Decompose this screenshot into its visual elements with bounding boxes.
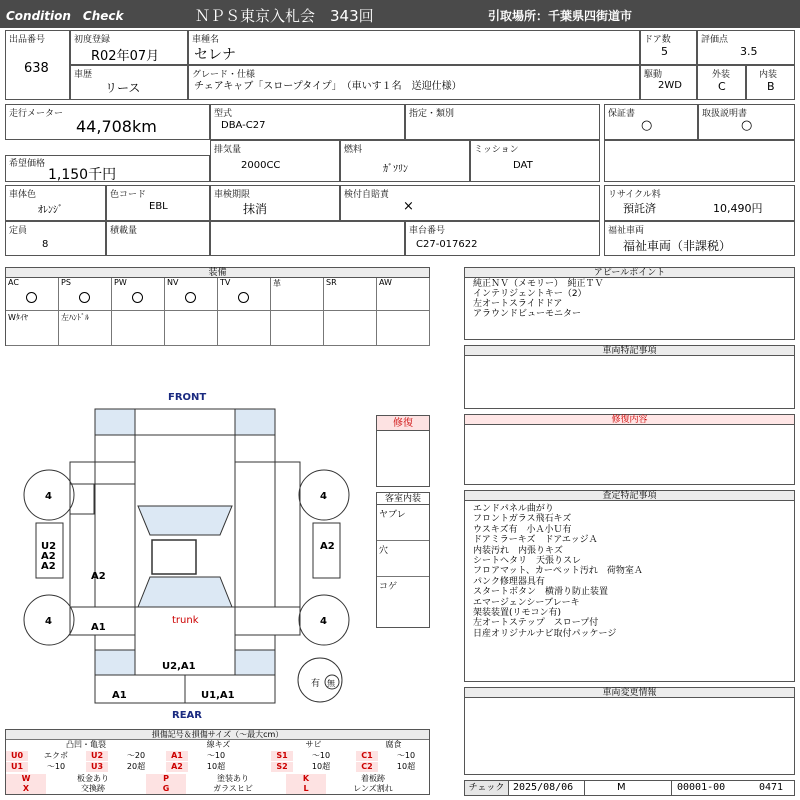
int-label: 内装 bbox=[759, 70, 778, 80]
inspection-expiry-cell bbox=[210, 185, 340, 221]
spare-mark: 無 bbox=[327, 679, 335, 688]
grade-label: グレード・仕様 bbox=[192, 70, 256, 80]
manual-label: 取扱説明書 bbox=[702, 109, 748, 119]
inspection-line: フロアマット、カーペット汚れ 荷物室Ａ bbox=[473, 566, 643, 577]
car-diagram bbox=[0, 380, 440, 725]
equipment-mark-icon bbox=[132, 292, 143, 303]
lot-number-cell bbox=[5, 30, 70, 100]
warranty-cell bbox=[604, 104, 698, 140]
id-number-1: 00001-00 bbox=[677, 782, 726, 793]
mission: DAT bbox=[513, 160, 533, 171]
price-cell bbox=[5, 155, 210, 182]
inspection-notes-list bbox=[465, 501, 794, 642]
tire-tread-rr: 4 bbox=[320, 616, 327, 627]
appeal-line: 左オートスライドドア bbox=[473, 299, 563, 309]
appeal-line: アラウンドビューモニター bbox=[473, 309, 582, 319]
legend-desc: ～10 bbox=[396, 751, 416, 760]
car-name-cell bbox=[188, 30, 640, 65]
name-label: 車種名 bbox=[192, 35, 220, 45]
front-left-corner bbox=[95, 409, 135, 435]
repair-content-section bbox=[464, 414, 795, 485]
doors-cell bbox=[640, 30, 697, 65]
legend-code: U1 bbox=[6, 762, 28, 772]
load-label: 積載量 bbox=[110, 226, 138, 236]
check-footer bbox=[464, 780, 795, 796]
change-section bbox=[464, 687, 795, 775]
designation-label: 指定・類別 bbox=[409, 109, 455, 119]
recycle-fee: 10,490円 bbox=[713, 202, 763, 215]
legend-desc: ～10 bbox=[311, 751, 331, 760]
equipment-ac: AC bbox=[6, 278, 59, 311]
code-label: 色コード bbox=[110, 190, 147, 200]
score-label: 評価点 bbox=[701, 35, 729, 45]
left-front-fender bbox=[70, 462, 135, 484]
recycle-cell bbox=[604, 185, 795, 221]
car-name: セレナ bbox=[194, 47, 236, 63]
equipment-aw: AW bbox=[377, 278, 430, 311]
inspection-line: 内装汚れ 内張りキズ bbox=[473, 545, 563, 556]
lot-label: 出品番号 bbox=[9, 35, 46, 45]
welfare-cell bbox=[604, 221, 795, 256]
equipment-mark-icon bbox=[79, 292, 90, 303]
score-cell bbox=[697, 30, 795, 65]
legend-code: W bbox=[6, 774, 46, 784]
legend-desc: ～10 bbox=[206, 751, 226, 760]
right-side bbox=[235, 462, 300, 607]
model: DBA-C27 bbox=[221, 120, 266, 131]
grade-cell bbox=[188, 65, 640, 100]
legend-code: L bbox=[286, 784, 326, 794]
equipment-section bbox=[5, 267, 430, 346]
special-section bbox=[464, 345, 795, 409]
auction-title: ＮＰＳ東京入札会 343回 bbox=[195, 7, 374, 25]
right-panel bbox=[235, 435, 275, 607]
price: 1,150千円 bbox=[48, 167, 117, 183]
mark-left-front-1: U2 bbox=[41, 541, 57, 552]
inspect-label: 車検期限 bbox=[214, 190, 251, 200]
inspection-line: スタートボタン 横滑り防止装置 bbox=[473, 587, 609, 598]
repair-content-title: 修復内容 bbox=[465, 415, 794, 425]
inspection-line: ドアミラーキズ ドアエッジＡ bbox=[473, 535, 598, 546]
legend-group: サビ bbox=[305, 740, 322, 749]
tire-tread-rl: 4 bbox=[45, 616, 52, 627]
legend-code: U2 bbox=[86, 751, 108, 761]
inspection-line: エンドパネル曲がり bbox=[473, 504, 554, 514]
equipment-extra bbox=[218, 311, 271, 346]
id-number-2: 0471 bbox=[759, 782, 784, 793]
legend-code: X bbox=[6, 784, 46, 794]
spare-label: 有 bbox=[311, 679, 321, 689]
legend-desc: 10超 bbox=[396, 762, 416, 771]
drive: 2WD bbox=[658, 80, 682, 91]
exterior-grade: C bbox=[718, 80, 726, 93]
equipment-mark-icon bbox=[26, 292, 37, 303]
equipment-extra: Wﾀｲﾔ bbox=[6, 311, 59, 346]
blank-cell-right bbox=[604, 140, 795, 182]
exterior-cell bbox=[697, 65, 746, 100]
legend-code: U3 bbox=[86, 762, 108, 772]
mileage: 44,708km bbox=[76, 117, 157, 136]
disp-label: 排気量 bbox=[214, 145, 242, 155]
legend-desc: ～10 bbox=[46, 762, 66, 771]
front-right-corner bbox=[235, 409, 275, 435]
legend-desc: 交換跡 bbox=[81, 784, 105, 793]
mark-left-door: A2 bbox=[91, 571, 106, 582]
first-registration-cell bbox=[70, 30, 188, 65]
appeal-line: インテリジェントキー（2） bbox=[473, 289, 587, 299]
interior-damage-box bbox=[376, 492, 430, 628]
legend-desc: 20超 bbox=[126, 762, 146, 771]
right-rear-quarter bbox=[235, 607, 300, 635]
mark-rear-right: U1,A1 bbox=[201, 690, 235, 701]
trunk-label: trunk bbox=[172, 615, 199, 626]
mark-right-door: A2 bbox=[320, 541, 335, 552]
rear-label: REAR bbox=[172, 710, 202, 721]
inspection-line: シートヘタリ 天張りスレ bbox=[473, 556, 582, 567]
history-label: 車歴 bbox=[74, 70, 93, 80]
legend-desc: 板金あり bbox=[77, 774, 109, 783]
mark-left-front-3: A2 bbox=[41, 561, 56, 572]
capacity-cell bbox=[5, 221, 106, 256]
equipment-extra bbox=[377, 311, 430, 346]
legend-desc: 10超 bbox=[206, 762, 226, 771]
frame-cell bbox=[405, 221, 600, 256]
inspection-line: エマージェンシーブレーキ bbox=[473, 597, 580, 608]
special-title: 車両特記事項 bbox=[465, 346, 794, 356]
legend-desc: 10超 bbox=[311, 762, 331, 771]
price-label: 希望価格 bbox=[9, 159, 46, 169]
legend-code: K bbox=[286, 774, 326, 784]
equipment-sr: SR bbox=[324, 278, 377, 311]
designation-cell bbox=[405, 104, 600, 140]
mark-rear-left: A1 bbox=[112, 690, 127, 701]
model-cell bbox=[210, 104, 405, 140]
interior-box-title: 客室内装 bbox=[377, 493, 429, 505]
appeal-line: 純正ＮＶ（メモリー） 純正ＴＶ bbox=[473, 279, 604, 289]
inspection-line: パンク修理器具有 bbox=[473, 576, 545, 587]
tire-tread-fr: 4 bbox=[320, 491, 327, 502]
manual: ○ bbox=[741, 118, 753, 133]
header-bar bbox=[0, 0, 800, 28]
fuel-cell bbox=[340, 140, 470, 182]
doors-label: ドア数 bbox=[644, 35, 671, 45]
mission-label: ミッション bbox=[474, 145, 519, 155]
pickup-location: 引取場所：千葉県四街道市 bbox=[488, 9, 633, 23]
legend-desc: 塗装あり bbox=[217, 774, 249, 783]
blank-cell-mid bbox=[210, 221, 405, 256]
legend-desc: レンズ割れ bbox=[353, 784, 393, 793]
displacement-cell bbox=[210, 140, 340, 182]
history: リース bbox=[105, 81, 141, 95]
legend-group: 凸凹・亀裂 bbox=[66, 740, 106, 749]
inspection-line: フロントガラス飛石キズ bbox=[473, 514, 572, 525]
equipment-grid bbox=[6, 278, 429, 346]
legend-code: G bbox=[146, 784, 186, 794]
equipment-mark-icon bbox=[238, 292, 249, 303]
legend-group: 腐食 bbox=[385, 740, 402, 749]
warranty-label: 保証書 bbox=[608, 109, 636, 119]
color-cell bbox=[5, 185, 106, 221]
equipment-革: 革 bbox=[271, 278, 324, 311]
insurance: × bbox=[403, 199, 414, 214]
equipment-mark-icon bbox=[185, 292, 196, 303]
legend-title: 損傷記号＆損傷サイズ（～最大cm） bbox=[6, 730, 429, 740]
interior-burn: コゲ bbox=[379, 582, 398, 592]
recycle-label: リサイクル料 bbox=[608, 190, 661, 200]
equipment-extra bbox=[112, 311, 165, 346]
legend-desc: 着板跡 bbox=[361, 774, 385, 783]
legend-code: C2 bbox=[356, 762, 378, 772]
equipment-extra bbox=[165, 311, 218, 346]
score: 3.5 bbox=[740, 45, 758, 58]
legend-code: C1 bbox=[356, 751, 378, 761]
ext-label: 外装 bbox=[712, 70, 731, 80]
load-cell bbox=[106, 221, 210, 256]
insurance-cell bbox=[340, 185, 600, 221]
interior-tear: ヤブレ bbox=[377, 505, 429, 541]
windshield bbox=[138, 506, 232, 535]
manual-cell bbox=[698, 104, 795, 140]
repair-box-title: 修復 bbox=[377, 416, 429, 431]
appeal-title: アピールポイント bbox=[465, 268, 794, 278]
equipment-extra bbox=[324, 311, 377, 346]
color-label: 車体色 bbox=[9, 190, 37, 200]
legend-code: A1 bbox=[166, 751, 188, 761]
grade: チェアキャブ「スロープタイプ」 （車いす１名 送迎仕様） bbox=[194, 81, 462, 92]
legend-group: 線キズ bbox=[206, 740, 231, 749]
interior-hole: 穴 bbox=[377, 541, 429, 577]
legend-body bbox=[6, 740, 429, 794]
insurance-label: 検付自賠責 bbox=[344, 190, 390, 200]
appeal-list bbox=[465, 278, 794, 320]
legend-desc: ガラスヒビ bbox=[213, 784, 253, 793]
reg-label: 初度登録 bbox=[74, 35, 111, 45]
equipment-ps: PS bbox=[59, 278, 112, 311]
equipment-extra: 左ﾊﾝﾄﾞﾙ bbox=[59, 311, 112, 346]
warranty: ○ bbox=[641, 118, 653, 133]
check-label: チェック bbox=[465, 781, 509, 795]
recycle-status: 預託済 bbox=[623, 202, 656, 215]
equipment-extra bbox=[271, 311, 324, 346]
interior-cell bbox=[746, 65, 795, 100]
damage-legend bbox=[5, 729, 430, 795]
legend-code: A2 bbox=[166, 762, 188, 772]
legend-desc: ～20 bbox=[126, 751, 146, 760]
drive-label: 駆動 bbox=[644, 70, 663, 80]
repair-box bbox=[376, 415, 430, 487]
legend-code: S2 bbox=[271, 762, 293, 772]
color-code-cell bbox=[106, 185, 210, 221]
first-registration: R02年07月 bbox=[91, 49, 160, 64]
sunroof-box bbox=[152, 540, 196, 574]
front-label: FRONT bbox=[168, 392, 207, 403]
change-title: 車両変更情報 bbox=[465, 688, 794, 698]
capacity: 8 bbox=[42, 239, 49, 250]
mission-cell bbox=[470, 140, 600, 182]
mark-rear-bumper: U2,A1 bbox=[162, 661, 196, 672]
tire-tread-fl: 4 bbox=[45, 491, 52, 502]
rear-right-lamp bbox=[235, 650, 275, 675]
legend-code: U0 bbox=[6, 751, 28, 761]
displacement: 2000CC bbox=[241, 160, 281, 171]
body-color: ｵﾚﾝｼﾞ bbox=[38, 205, 63, 216]
check-date: 2025/08/06 bbox=[513, 782, 574, 793]
rear-glass bbox=[138, 577, 232, 607]
rear-left-lamp bbox=[95, 650, 135, 675]
frame-number: C27-017622 bbox=[416, 239, 478, 250]
inspection-line: 日産オリジナルナビ取付パッケージ bbox=[473, 628, 617, 639]
equipment-nv: NV bbox=[165, 278, 218, 311]
mileage-label: 走行メーター bbox=[9, 109, 64, 119]
interior-grade: B bbox=[767, 80, 775, 93]
inspection-notes-section bbox=[464, 490, 795, 682]
mileage-cell bbox=[5, 104, 210, 140]
mark-left-rear: A1 bbox=[91, 622, 106, 633]
equipment-pw: PW bbox=[112, 278, 165, 311]
appeal-section bbox=[464, 267, 795, 340]
welfare: 福祉車両（非課税） bbox=[623, 239, 732, 253]
fuel: ｶﾞｿﾘﾝ bbox=[383, 164, 408, 175]
color-code: EBL bbox=[149, 201, 168, 212]
inspection-line: 左オートステップ スロープ付 bbox=[473, 618, 599, 629]
inspection-line: ウスキズ有 小Ａ小Ｕ有 bbox=[473, 524, 572, 535]
welfare-label: 福祉車両 bbox=[608, 226, 645, 236]
capacity-label: 定員 bbox=[9, 226, 28, 236]
drive-cell bbox=[640, 65, 697, 100]
mark-left-front-2: A2 bbox=[41, 551, 56, 562]
doors: 5 bbox=[661, 45, 668, 58]
lot-number: 638 bbox=[24, 61, 49, 76]
legend-code: S1 bbox=[271, 751, 293, 761]
equipment-title: 装備 bbox=[6, 268, 429, 278]
history-cell bbox=[70, 65, 188, 100]
equipment-tv: TV bbox=[218, 278, 271, 311]
frame-label: 車台番号 bbox=[409, 226, 446, 236]
legend-desc: エクボ bbox=[44, 751, 68, 760]
fuel-label: 燃料 bbox=[344, 145, 363, 155]
inspection-expiry: 抹消 bbox=[243, 202, 268, 216]
condition-check-title: Condition Check bbox=[6, 9, 124, 23]
inspector: M bbox=[617, 782, 626, 793]
model-label: 型式 bbox=[214, 109, 233, 119]
inspection-line: 架装装置(リモコン有) bbox=[473, 608, 562, 619]
legend-code: P bbox=[146, 774, 186, 784]
inspection-notes-title: 査定特記事項 bbox=[465, 491, 794, 501]
